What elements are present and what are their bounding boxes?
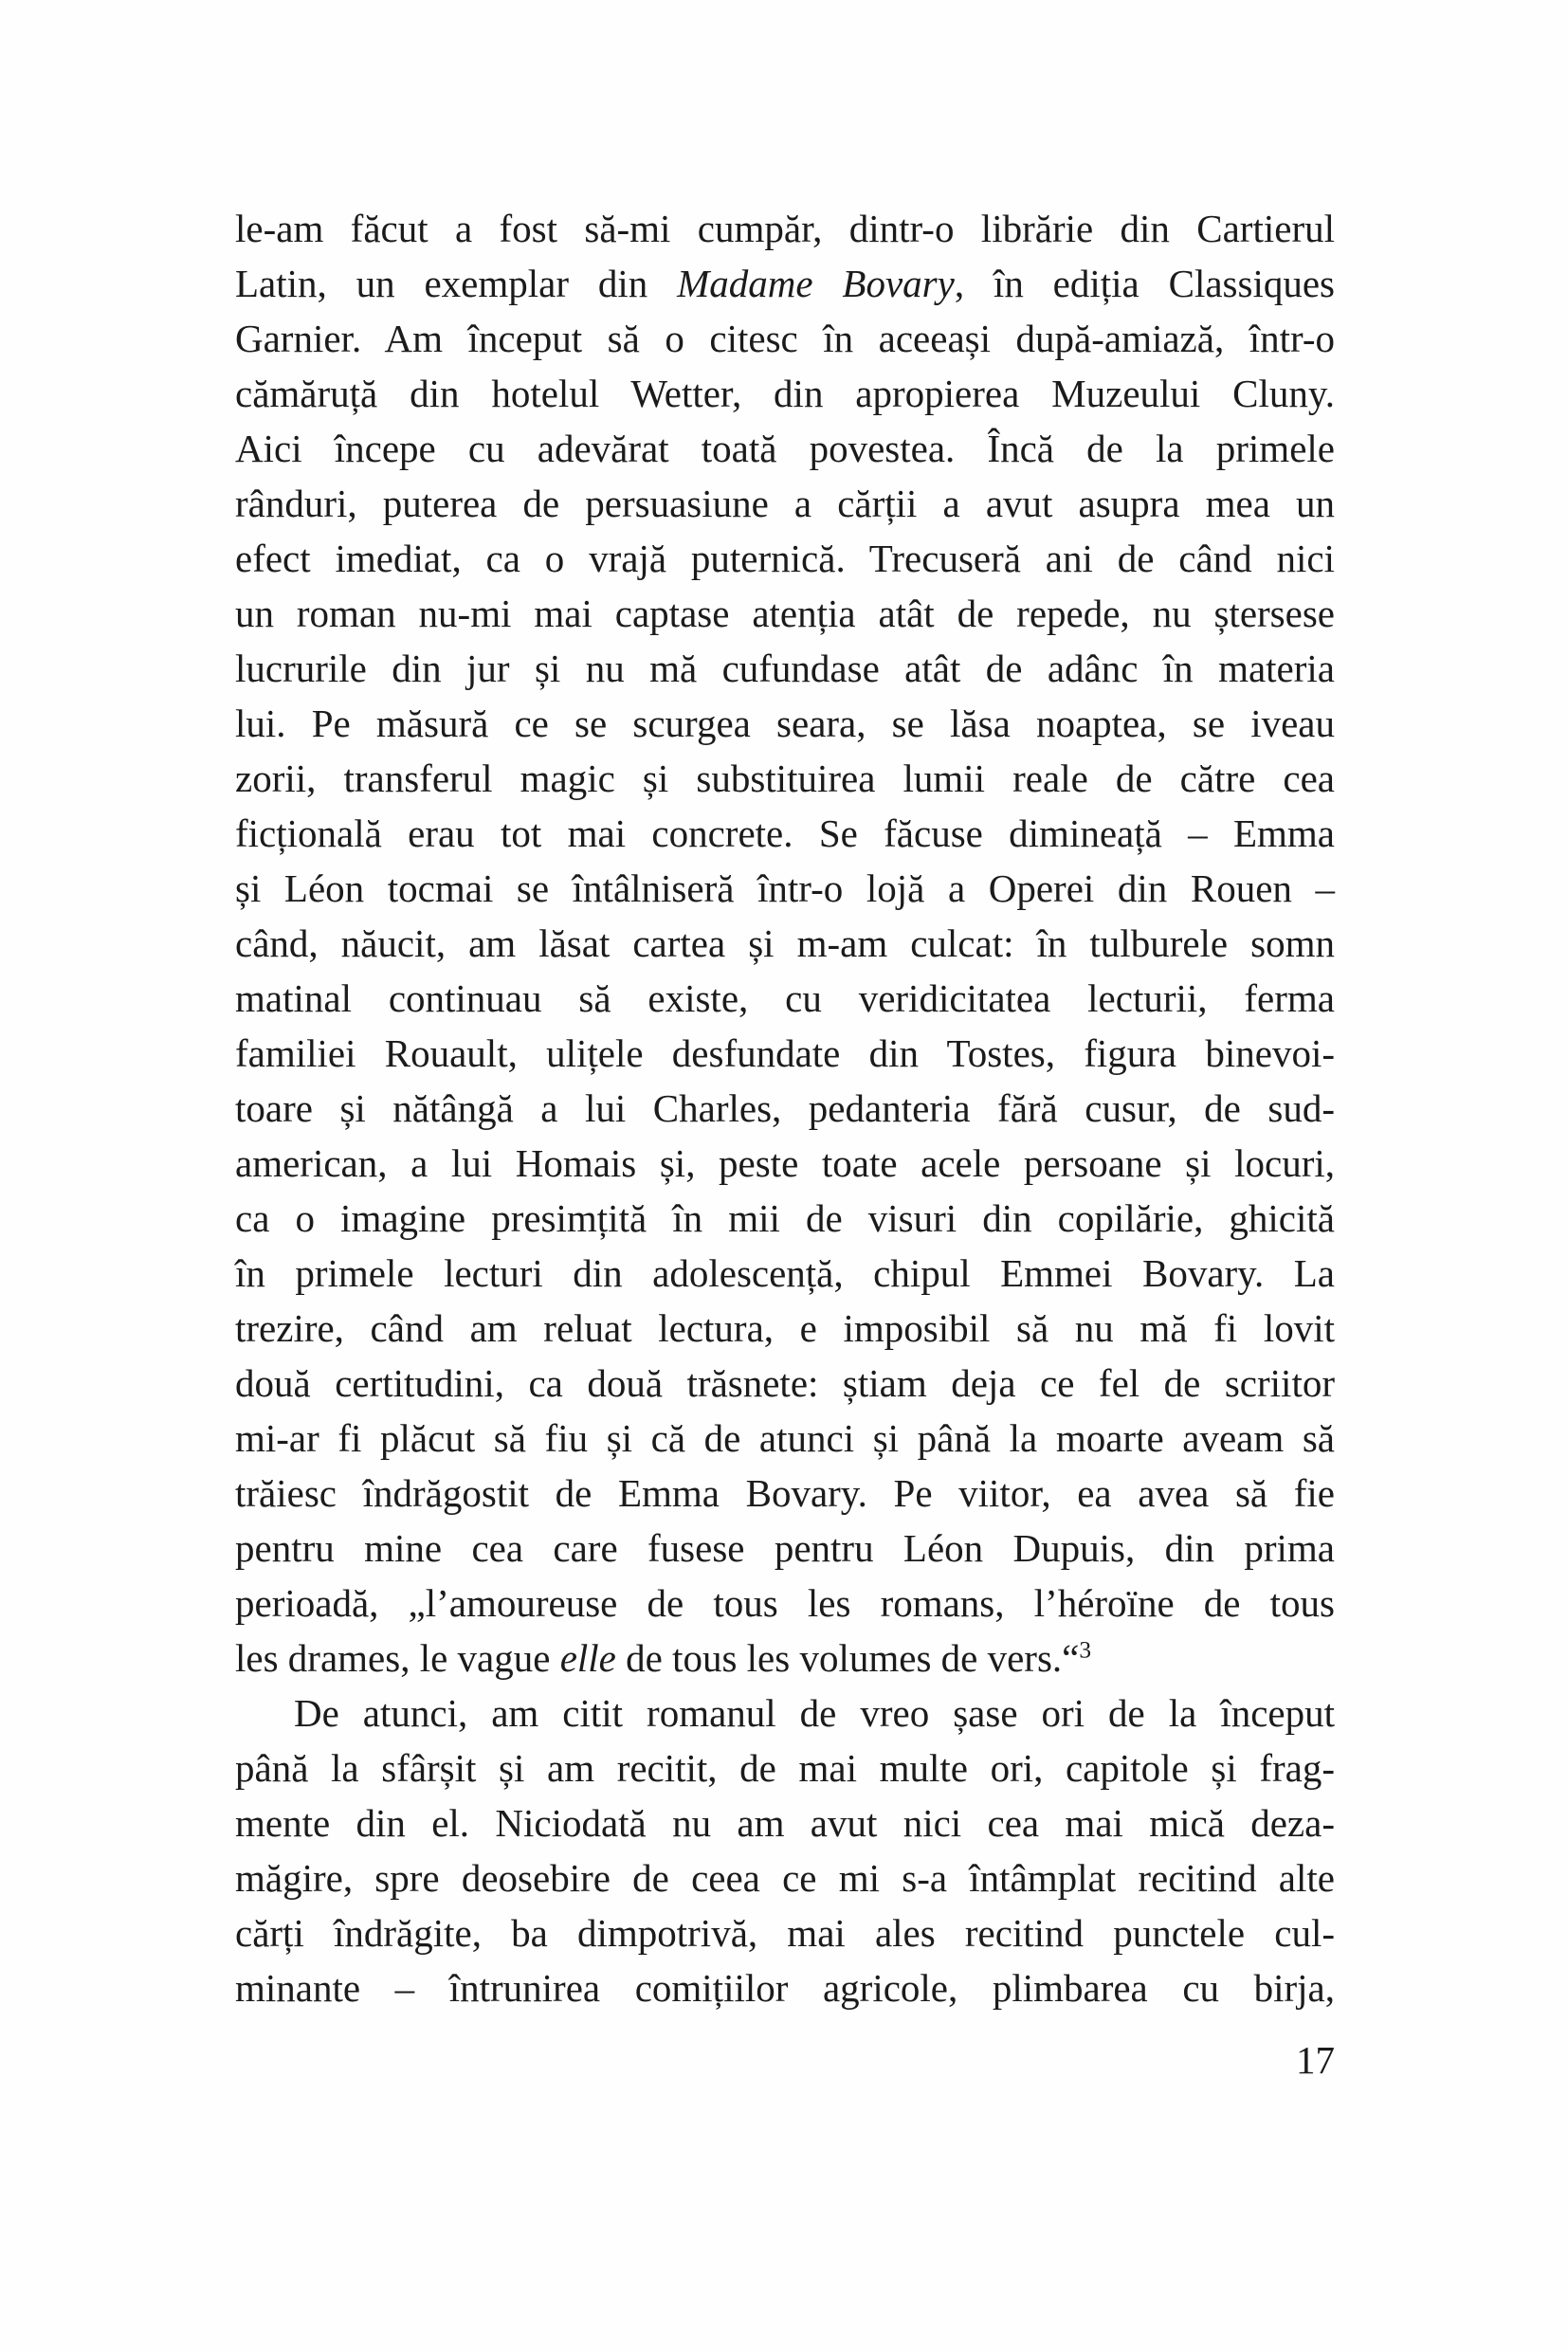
body-text: până la sfârșit și am recitit, de mai multe ori, capitole și frag-	[235, 1746, 1335, 1790]
text-line	[235, 201, 1335, 256]
body-text: un roman nu-mi mai captase atenția atât de repede, nu ștersese	[235, 592, 1335, 635]
body-text: efect imediat, ca o vrajă puternică. Trecuseră ani de când nici	[235, 537, 1335, 580]
body-text: perioadă, „l’amoureuse de tous les romans, l’héroïne de tous	[235, 1581, 1335, 1625]
text-line	[235, 1576, 1335, 1631]
text-line	[235, 1081, 1335, 1136]
body-text: cărți îndrăgite, ba dimpotrivă, mai ales recitind punctele cul-	[235, 1911, 1335, 1955]
text-line	[235, 806, 1335, 861]
text-line	[235, 1960, 1335, 2015]
body-text: De atunci, am citit romanul de vreo șase ori de la început	[294, 1691, 1335, 1735]
text-line	[235, 476, 1335, 531]
text-line	[235, 971, 1335, 1026]
body-text: ca o imagine presimțită în mii de visuri din copilărie, ghicită	[235, 1196, 1335, 1240]
text-line	[235, 1850, 1335, 1905]
body-text: ficțională erau tot mai concrete. Se făcuse dimineață – Emma	[235, 811, 1335, 855]
text-line	[235, 366, 1335, 421]
body-text: de tous les volumes de vers.“	[615, 1636, 1080, 1680]
text-line	[235, 916, 1335, 971]
text-line	[235, 421, 1335, 476]
text-line	[235, 1356, 1335, 1411]
text-line	[235, 1246, 1335, 1301]
text-line	[235, 1631, 1335, 1686]
text-line	[235, 1026, 1335, 1081]
text-line	[235, 1466, 1335, 1521]
text-line	[235, 1191, 1335, 1246]
body-text: în primele lecturi din adolescență, chipul Emmei Bovary. La	[235, 1251, 1335, 1295]
text-line	[235, 641, 1335, 696]
text-line	[235, 1521, 1335, 1576]
body-text: cămăruță din hotelul Wetter, din apropierea Muzeului Cluny.	[235, 372, 1335, 415]
text-line	[235, 1686, 1335, 1740]
body-text: lucrurile din jur și nu mă cufundase atât de adânc în materia	[235, 647, 1335, 690]
text-line	[235, 751, 1335, 806]
page-number: 17	[1296, 2038, 1335, 2082]
body-text: Latin, un exemplar din	[235, 262, 678, 305]
body-text: și Léon tocmai se întâlniseră într-o lojă a Operei din Rouen –	[235, 866, 1335, 910]
body-text: matinal continuau să existe, cu veridicitatea lecturii, ferma	[235, 976, 1335, 1020]
paragraphs-container	[235, 201, 1335, 2015]
body-text: trezire, când am reluat lectura, e imposibil să nu mă fi lovit	[235, 1306, 1335, 1350]
body-text: , în ediția Classiques	[954, 262, 1335, 305]
text-line	[235, 1136, 1335, 1191]
text-line	[235, 311, 1335, 366]
body-text: măgire, spre deosebire de ceea ce mi s-a întâmplat recitind alte	[235, 1856, 1335, 1900]
text-line	[235, 531, 1335, 586]
text-line	[235, 586, 1335, 641]
body-text: minante – întrunirea comițiilor agricole, plimbarea cu birja,	[235, 1966, 1335, 2010]
text-block	[235, 201, 1335, 2087]
body-text: trăiesc îndrăgostit de Emma Bovary. Pe viitor, ea avea să fie	[235, 1471, 1335, 1515]
paragraph	[235, 201, 1335, 1686]
body-text: familiei Rouault, ulițele desfundate din Tostes, figura binevoi-	[235, 1031, 1335, 1075]
paragraph	[235, 1686, 1335, 2015]
body-text: mente din el. Niciodată nu am avut nici cea mai mică deza-	[235, 1801, 1335, 1845]
body-text: când, năucit, am lăsat cartea și m-am culcat: în tulburele somn	[235, 921, 1335, 965]
text-line	[235, 256, 1335, 311]
text-line	[235, 1411, 1335, 1466]
body-text: Aici începe cu adevărat toată povestea. Încă de la primele	[235, 427, 1335, 470]
footnote-marker: 3	[1079, 1636, 1092, 1664]
body-text: american, a lui Homais și, peste toate acele persoane și locuri,	[235, 1141, 1335, 1185]
body-text: mi-ar fi plăcut să fiu și că de atunci și până la moarte aveam să	[235, 1416, 1335, 1460]
text-line	[235, 1740, 1335, 1795]
body-text: Garnier. Am început să o citesc în aceeași după-amiază, într-o	[235, 317, 1335, 360]
body-text: les drames, le vague	[235, 1636, 560, 1680]
text-line	[235, 1301, 1335, 1356]
text-line	[235, 861, 1335, 916]
body-text: toare și nătângă a lui Charles, pedanteria fără cusur, de sud-	[235, 1086, 1335, 1130]
body-text: două certitudini, ca două trăsnete: știam deja ce fel de scriitor	[235, 1361, 1335, 1405]
body-text: le-am făcut a fost să-mi cumpăr, dintr-o librărie din Cartierul	[235, 207, 1335, 250]
italic-text: Madame Bovary	[677, 262, 955, 305]
body-text: lui. Pe măsură ce se scurgea seara, se lăsa noaptea, se iveau	[235, 702, 1335, 745]
text-line	[235, 1795, 1335, 1850]
italic-text: elle	[559, 1636, 616, 1680]
body-text: pentru mine cea care fusese pentru Léon Dupuis, din prima	[235, 1526, 1335, 1570]
text-line	[235, 1905, 1335, 1960]
body-text: zorii, transferul magic și substituirea lumii reale de către cea	[235, 756, 1335, 800]
body-text: rânduri, puterea de persuasiune a cărții a avut asupra mea un	[235, 482, 1335, 525]
text-line	[235, 696, 1335, 751]
